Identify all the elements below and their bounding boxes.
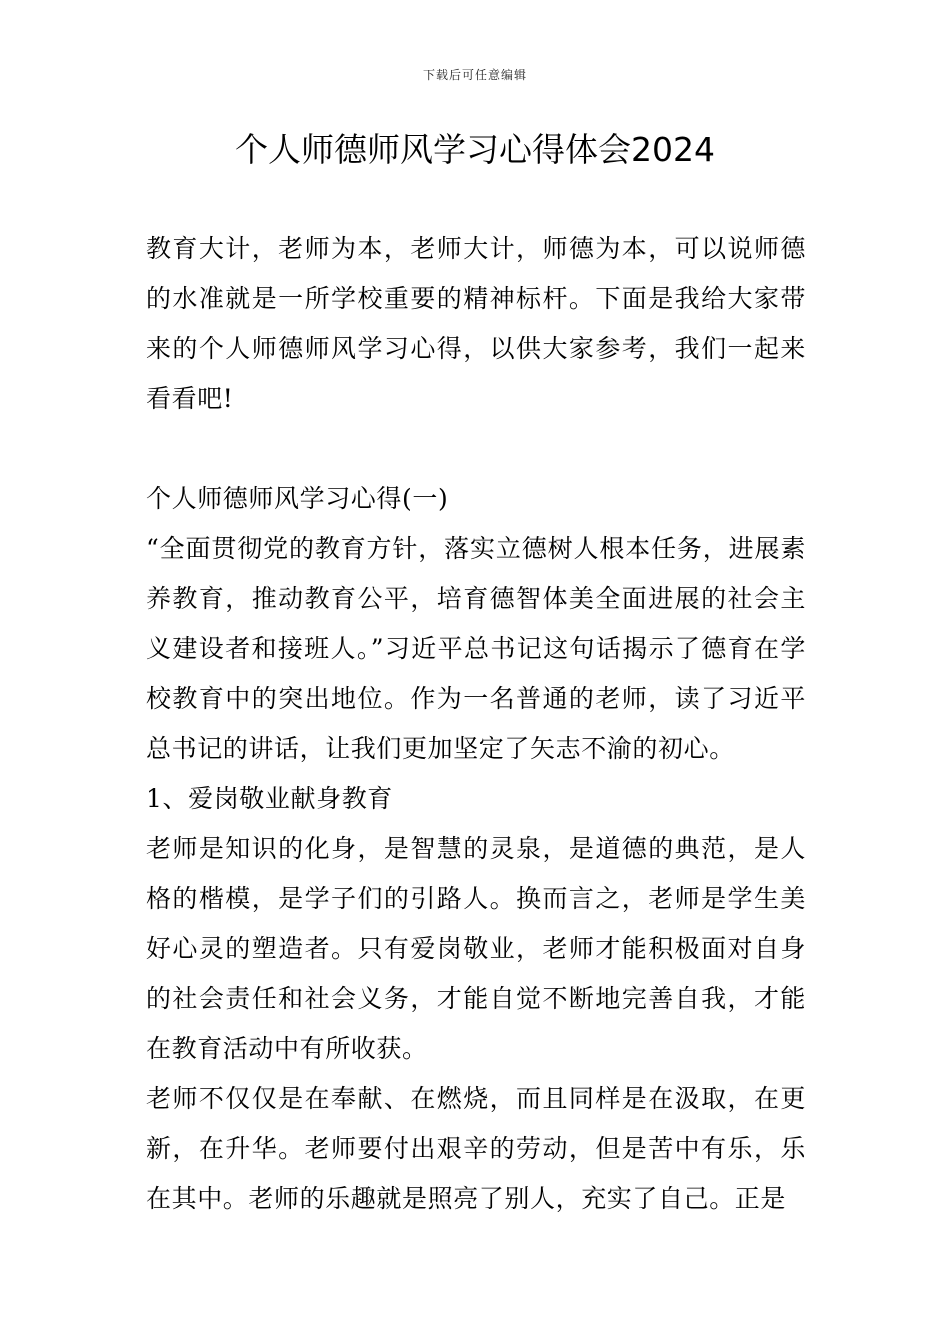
body-paragraph-1: 老师是知识的化身，是智慧的灵泉，是道德的典范，是人格的楷模，是学子们的引路人。换而言之，老师是学生美好心灵的塑造者。只有爱岗敬业，老师才能积极面对自身的社会责任和社会义务，才能自觉不断地完善自我，才能在教育活动中有所收获。 (146, 834, 806, 1063)
quote-paragraph: “全面贯彻党的教育方针，落实立德树人根本任务，进展素养教育，推动教育公平，培育德智体美全面进展的社会主义建设者和接班人。”习近平总书记这句话揭示了德育在学校教育中的突出地位。作为一名普通的老师，读了习近平总书记的讲话，让我们更加坚定了矢志不渝的初心。 (146, 534, 806, 763)
section-1 (146, 474, 806, 1224)
body-paragraph-2: 老师不仅仅是在奉献、在燃烧，而且同样是在汲取，在更新，在升华。老师要付出艰辛的劳动，但是苦中有乐，乐在其中。老师的乐趣就是照亮了别人，充实了自己。正是 (146, 1084, 806, 1213)
subheading: 1、爱岗敬业献身教育 (146, 784, 393, 813)
header-note: 下载后可任意编辑 (422, 68, 527, 82)
document-title: 个人师德师风学习心得体会2024 (235, 130, 715, 169)
intro-paragraph: 教育大计，老师为本，老师大计，师德为本，可以说师德的水准就是一所学校重要的精神标杆。下面是我给大家带来的个人师德师风学习心得，以供大家参考，我们一起来看看吧! (146, 234, 806, 413)
section-heading: 个人师德师风学习心得(一) (146, 484, 449, 513)
